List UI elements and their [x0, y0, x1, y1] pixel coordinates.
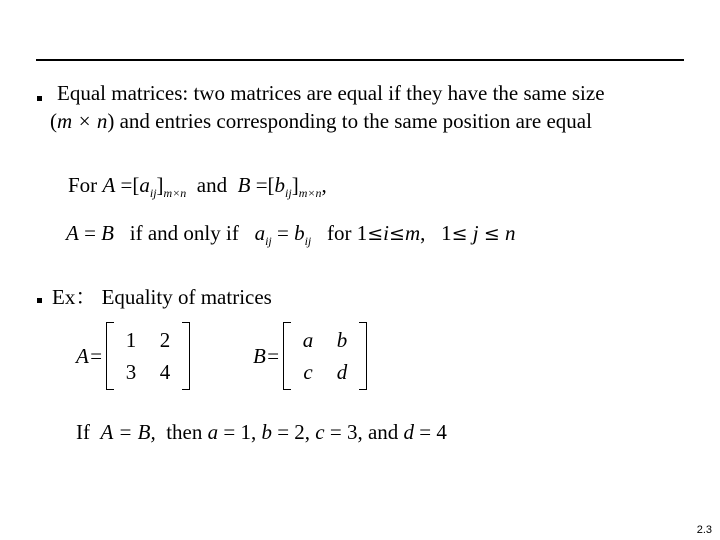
bullet-marker [37, 298, 42, 303]
matrix-a-cell: 2 [159, 328, 171, 352]
matrix-b-cell: c [303, 360, 313, 384]
matrix-a-label: A= [76, 343, 103, 368]
matrix-a [76, 324, 190, 388]
matrix-b-cell: b [336, 328, 348, 352]
matrix-a-cell: 1 [125, 328, 137, 352]
definition-line-2: (m × n) and entries corresponding to the same position are equal [50, 109, 592, 133]
example-heading: Ex： Equality of matrices [52, 285, 272, 309]
formula-line-1: For $A =[a_{ij}]_{m\times n}$ and $B =[b_{ij}]_{m\times n}$, [68, 173, 327, 200]
page-number: 2.3 [696, 524, 712, 536]
matrix-b-cell: a [302, 328, 314, 352]
matrix-b [253, 324, 367, 388]
formula-line-2: A = B if and only if $a_{ij} = b_{ij}$ for 1≤i≤m, 1≤ j ≤ n [66, 221, 516, 248]
matrix-b-label: B= [253, 343, 280, 368]
matrix-a-brackets [106, 324, 190, 388]
matrix-a-cell: 4 [159, 360, 171, 384]
matrix-b-cell: d [336, 360, 348, 384]
title-divider [36, 59, 684, 61]
matrix-b-brackets [283, 324, 367, 388]
size-dims: m × n [57, 109, 108, 133]
bullet-marker [37, 96, 42, 101]
conclusion-line: If A = B, then a = 1, b = 2, c = 3, and d = 4 [76, 420, 447, 444]
matrix-a-cell: 3 [125, 360, 137, 384]
definition-line-1: Equal matrices: two matrices are equal if they have the same size [57, 81, 605, 105]
